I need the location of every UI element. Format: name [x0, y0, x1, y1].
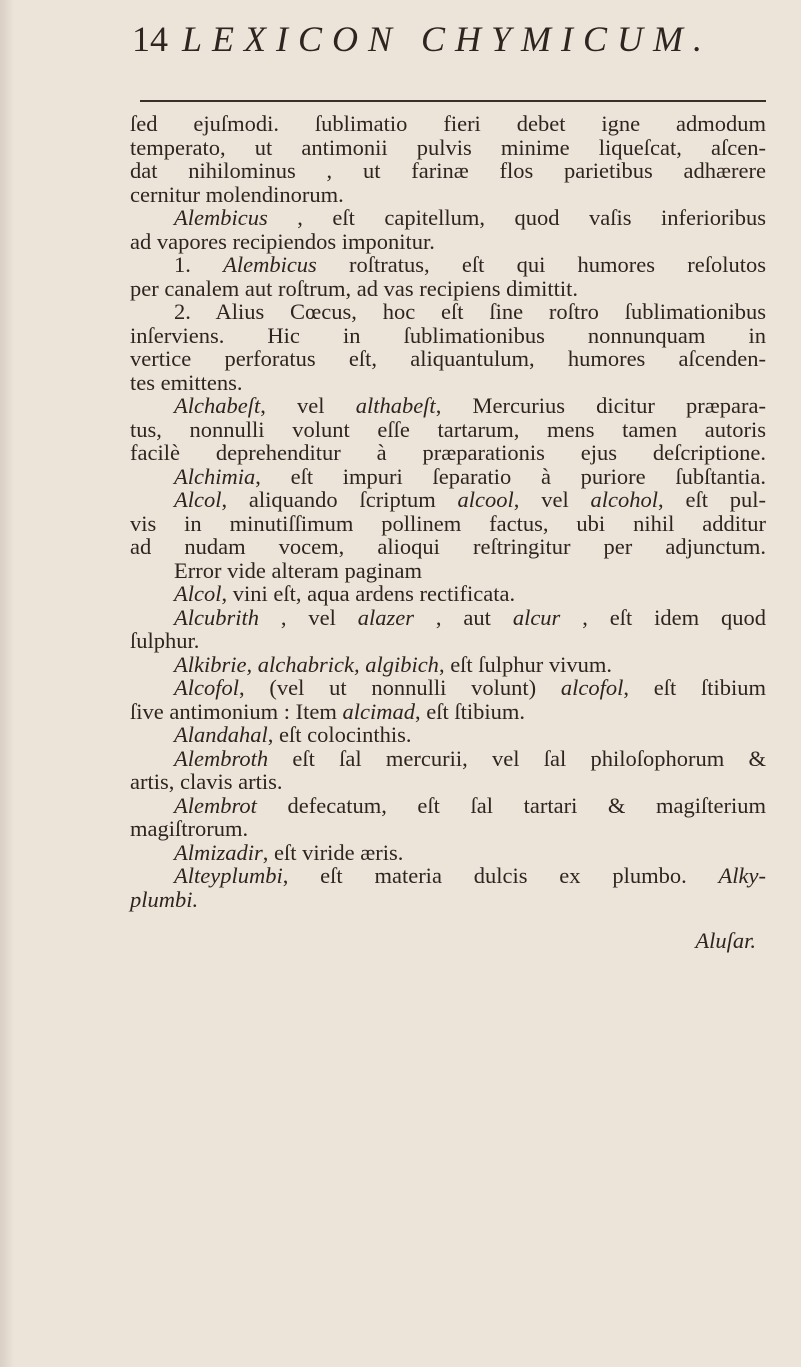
text-segment: , (vel ut nonnulli volunt)	[238, 675, 561, 700]
text-segment: , eſt ſulphur vivum.	[438, 651, 613, 677]
text-line	[130, 230, 766, 254]
text-segment: eſt ſal mercurii, vel ſal philoſophorum &	[268, 745, 766, 771]
italic-term: Alembicus	[174, 205, 268, 230]
text-segment: ſed ejuſmodi. ſublimatio fieri debet igne admodum	[130, 111, 766, 136]
text-line	[130, 300, 766, 324]
italic-term: Alandahal	[174, 722, 268, 747]
text-segment: , vini eſt, aqua ardens rectificata.	[221, 581, 516, 606]
text-line	[130, 770, 766, 794]
italic-term: plumbi.	[130, 886, 199, 912]
text-segment: , eſt colocinthis.	[267, 722, 412, 747]
text-segment: vertice perforatus eſt, aliquantulum, humores aſcenden-	[130, 346, 766, 371]
text-line	[130, 653, 766, 677]
text-line	[130, 465, 766, 489]
text-segment: magiſtrorum.	[130, 816, 249, 841]
text-segment: Error vide alteram paginam	[174, 557, 423, 583]
italic-term: Alchimia	[174, 463, 256, 489]
text-line	[130, 676, 766, 700]
text-line	[130, 112, 766, 136]
text-line	[130, 488, 766, 512]
text-segment: inſerviens. Hic in ſublimationibus nonnunquam in	[130, 322, 766, 348]
text-line	[130, 535, 766, 559]
text-segment: dat nihilominus , ut farinæ flos parietibus adhærere	[130, 158, 766, 183]
text-segment: ad vapores recipiendos imponitur.	[130, 228, 435, 254]
italic-term: alcohol	[590, 487, 659, 512]
text-line	[130, 347, 766, 371]
italic-term: Alcofol	[174, 675, 239, 700]
text-segment: temperato, ut antimonii pulvis minime liqueſcat, aſcen-	[130, 134, 766, 160]
text-line	[130, 253, 766, 277]
text-line	[130, 841, 766, 865]
text-segment: ad nudam vocem, alioqui reſtringitur per adjunctum.	[130, 534, 766, 559]
italic-term: Alchabeſt	[174, 393, 261, 418]
text-segment: ſulphur.	[130, 628, 200, 653]
text-segment: , eſt ſtibium	[623, 675, 767, 700]
italic-term: alcur	[512, 604, 561, 630]
page-number: 14	[132, 19, 168, 59]
running-header	[132, 18, 772, 60]
text-segment: , eſt idem quod	[560, 604, 766, 630]
italic-term: althabeſt	[355, 393, 436, 418]
text-segment: cernitur molendinorum.	[130, 181, 344, 207]
text-line	[130, 183, 766, 207]
text-segment: , aut	[414, 604, 513, 630]
text-line	[130, 512, 766, 536]
italic-term: Alcol	[174, 487, 222, 512]
text-line	[130, 606, 766, 630]
text-line	[130, 582, 766, 606]
italic-term: Alembroth	[174, 745, 269, 771]
text-segment: , eſt materia dulcis ex plumbo.	[282, 863, 719, 888]
italic-term: Alcol	[174, 581, 222, 606]
text-segment: vis in minutiſſimum pollinem factus, ubi nihil additur	[130, 510, 766, 536]
catchword	[130, 929, 766, 953]
text-line	[130, 277, 766, 301]
text-line	[130, 324, 766, 348]
text-segment: 1.	[174, 252, 224, 277]
text-line	[130, 864, 766, 888]
catchword-text: Aluſar.	[695, 928, 756, 953]
text-line	[130, 394, 766, 418]
header-rule	[140, 100, 766, 102]
text-segment: per canalem aut roſtrum, ad vas recipiens dimittit.	[130, 275, 578, 301]
text-line	[130, 888, 766, 912]
text-line	[130, 817, 766, 841]
italic-term: alcofol	[560, 675, 624, 700]
text-line	[130, 371, 766, 395]
italic-term: Almizadir	[174, 839, 263, 865]
text-segment: facilè deprehenditur à præparationis ejus deſcriptione.	[130, 440, 766, 465]
text-segment: , eſt capitellum, quod vaſis inferioribus	[267, 205, 766, 230]
text-segment: artis, clavis artis.	[130, 769, 283, 794]
text-segment: 2. Alius Cœcus, hoc eſt ſine roſtro ſublimationibus	[174, 299, 766, 324]
text-line	[130, 559, 766, 583]
text-segment: ſive antimonium : Item	[130, 698, 343, 724]
text-line	[130, 794, 766, 818]
text-line	[130, 723, 766, 747]
text-line	[130, 206, 766, 230]
text-segment: tus, nonnulli volunt eſſe tartarum, mens tamen autoris	[130, 416, 766, 442]
text-segment: , vel	[260, 393, 356, 418]
text-line	[130, 418, 766, 442]
italic-term: Alembicus	[223, 252, 317, 277]
text-line	[130, 441, 766, 465]
text-segment: , eſt impuri ſeparatio à puriore ſubſtantia.	[255, 463, 766, 489]
italic-term: Alteyplumbi	[174, 863, 283, 888]
text-line	[130, 629, 766, 653]
running-title: LEXICON CHYMICUM.	[182, 19, 713, 59]
italic-term: alcool	[457, 487, 514, 512]
italic-term: alazer	[357, 604, 415, 630]
italic-term: Alembrot	[174, 792, 257, 818]
text-line	[130, 159, 766, 183]
text-segment: roſtratus, eſt qui humores reſolutos	[316, 252, 766, 277]
text-segment: , eſt viride æris.	[262, 839, 404, 865]
text-segment: , vel	[259, 604, 358, 630]
text-body	[130, 112, 766, 953]
text-segment: , eſt pul-	[658, 487, 766, 512]
italic-term: Alkibrie, alchabrick, algibich	[174, 651, 439, 677]
text-segment: tes emittens.	[130, 369, 243, 395]
italic-term: Alcubrith	[174, 604, 259, 630]
text-line	[130, 747, 766, 771]
text-segment: defecatum, eſt ſal tartari & magiſterium	[256, 792, 766, 818]
text-segment: , Mercurius dicitur præpara-	[435, 393, 766, 418]
italic-term: Alky-	[718, 863, 766, 888]
text-line	[130, 700, 766, 724]
text-line	[130, 136, 766, 160]
italic-term: alcimad	[342, 698, 415, 724]
text-segment: , eſt ſtibium.	[414, 698, 525, 724]
page-edge	[0, 0, 14, 1367]
text-segment: , vel	[513, 487, 591, 512]
text-segment: , aliquando ſcriptum	[221, 487, 458, 512]
